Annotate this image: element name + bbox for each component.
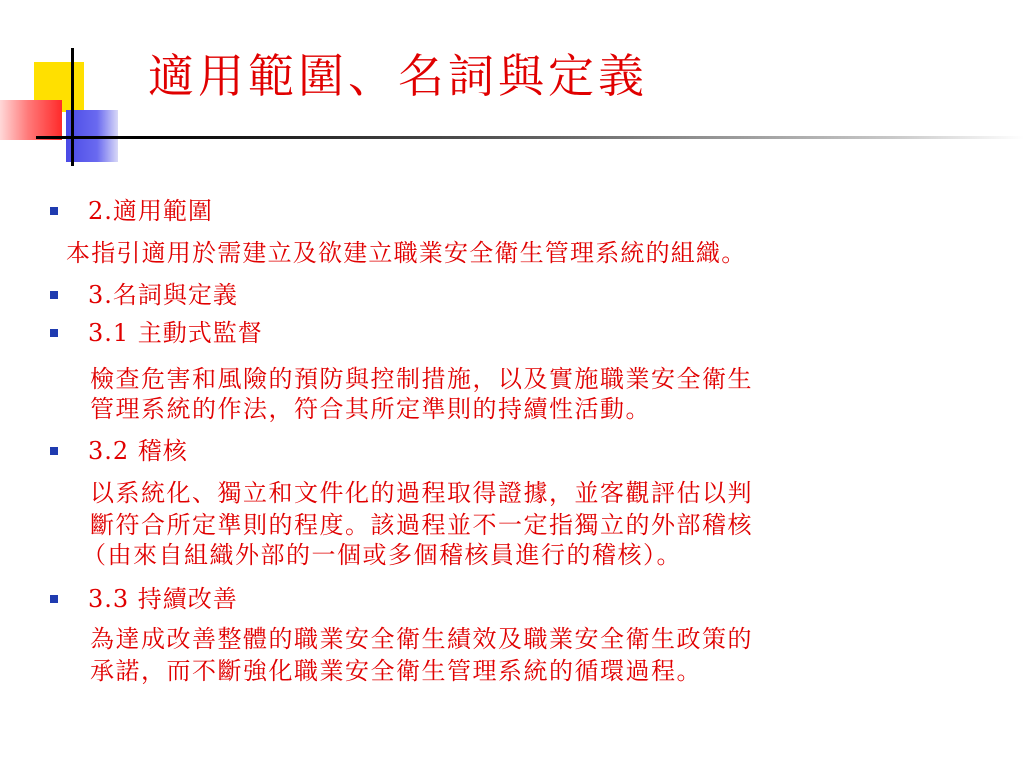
page-title: 適用範圍、名詞與定義 [148,49,648,103]
section-body-line: 斷符合所定準則的程度。該過程並不一定指獨立的外部稽核 [90,511,753,539]
section-body-line: 以系統化、獨立和文件化的過程取得證據，並客觀評估以判 [90,479,753,507]
section-heading-text: 3.3 持續改善 [88,585,238,613]
section-body-line: 本指引適用於需建立及欲建立職業安全衛生管理系統的組織。 [66,239,747,267]
section-heading-text: 3.1 主動式監督 [88,319,263,347]
bullet-square-icon [50,291,58,299]
bullet-square-icon [50,329,58,337]
section-heading-text: 2.適用範圍 [88,197,213,225]
bullet-square-icon [50,595,58,603]
section-body-line: （由來自組織外部的一個或多個稽核員進行的稽核）。 [82,541,682,569]
section-heading-text: 3.2 稽核 [88,437,188,465]
bullet-square-icon [50,207,58,215]
section-body-line: 檢查危害和風險的預防與控制措施，以及實施職業安全衛生 [90,365,753,393]
section-body-line: 為達成改善整體的職業安全衛生績效及職業安全衛生政策的 [90,625,753,653]
section-heading-text: 3.名詞與定義 [88,281,238,309]
bullet-square-icon [50,447,58,455]
section-body-line: 管理系統的作法，符合其所定準則的持續性活動。 [90,395,651,423]
section-body-line: 承諾，而不斷強化職業安全衛生管理系統的循環過程。 [90,657,702,685]
